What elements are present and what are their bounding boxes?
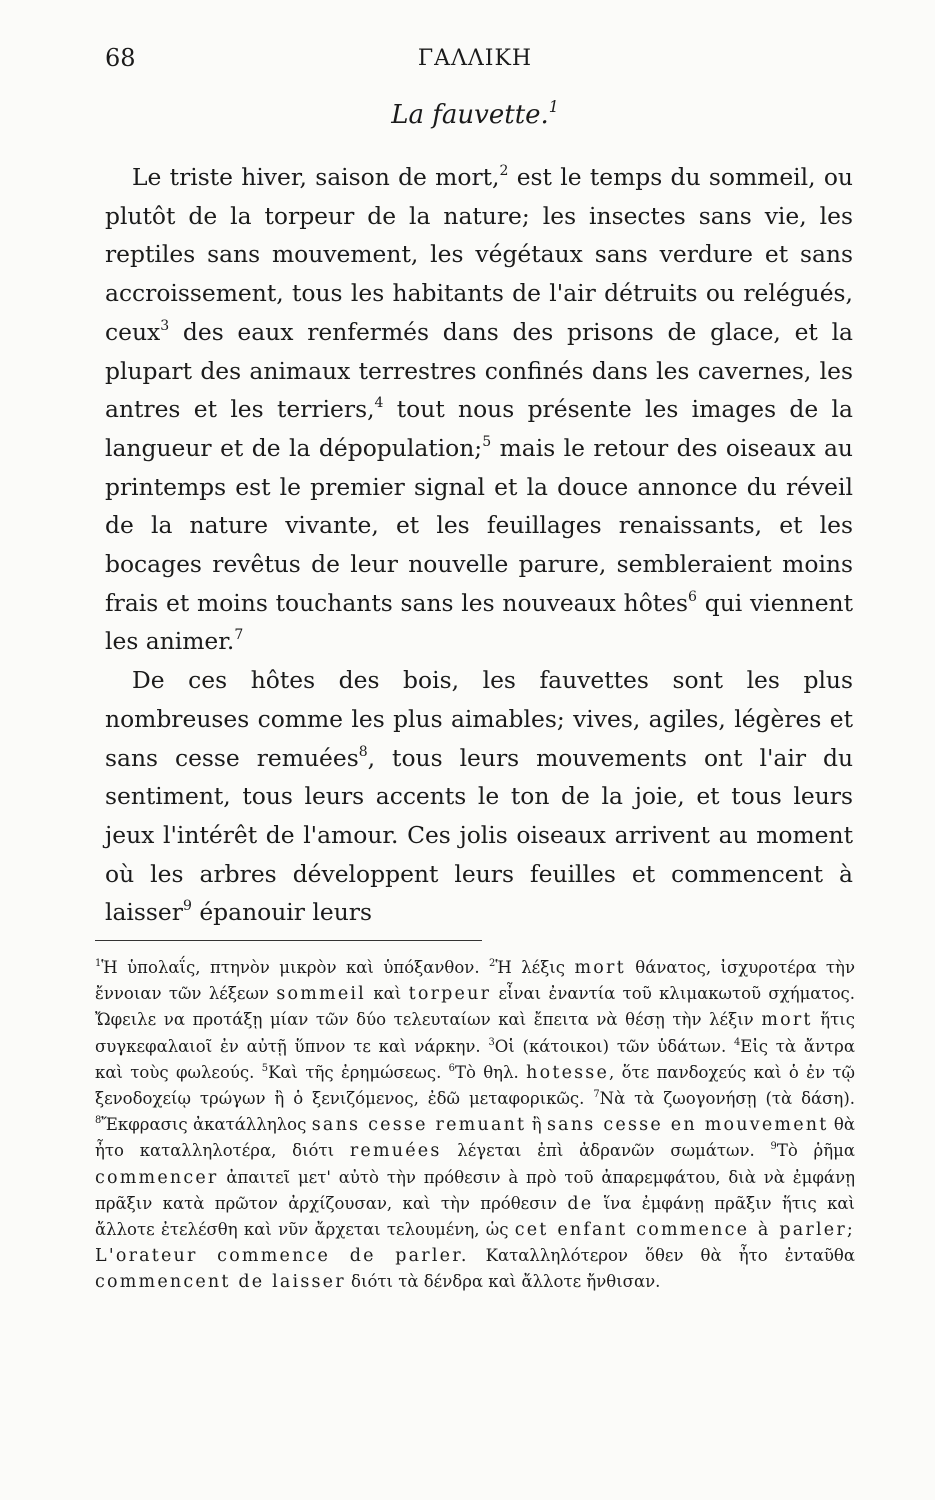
note-run: ἵνα ἐμφάνῃ πρᾶξιν ἥτις καὶ ἄλλοτε ἐτελέσθη καὶ νῦν ἄρχεται τελουμένη, ὡς bbox=[95, 1193, 855, 1240]
chapter-title-text: La fauvette. bbox=[391, 100, 549, 130]
note-run: λέγεται ἐπὶ ἀδρανῶν σωμάτων. bbox=[441, 1141, 771, 1161]
footnote-ref: 8 bbox=[358, 743, 368, 760]
footnote-ref: 7 bbox=[234, 627, 244, 644]
note-run: Ἡ λέξις bbox=[495, 958, 575, 977]
page-header bbox=[105, 44, 845, 80]
footnote-ref: 4 bbox=[374, 395, 384, 412]
footnote-ref: 3 bbox=[160, 318, 170, 334]
note-run: Ἡ ὑπολαΐς, πτηνὸν μικρὸν καὶ ὑπόξανθον. bbox=[101, 958, 490, 977]
note-run: , ὅτε πανδοχεύς καὶ ὁ ἐν τῷ ξενοδοχείῳ τρώγων ἢ ὁ ξενιζόμενος, ἐδῶ μεταφορικῶς. bbox=[95, 1062, 855, 1109]
french-term: mort bbox=[574, 958, 626, 978]
note-run: ἀπαιτεῖ μετ' αὐτὸ τὴν πρόθεσιν à πρὸ τοῦ ἀπαρεμφάτου, διὰ νὰ ἐμφάνῃ πρᾶξιν κατὰ πρῶτον ἀρχίζουσαν, καὶ τὴν πρόθεσιν bbox=[95, 1167, 855, 1213]
paragraph-2 bbox=[105, 661, 853, 932]
french-term: commencer bbox=[95, 1167, 219, 1188]
paragraph-1 bbox=[105, 158, 853, 661]
footnote-number: 7 bbox=[593, 1089, 600, 1101]
text-run: mais le retour des oiseaux au printemps est le premier signal et la douce annonce du réveil de la nature vivante, et les feuillages renaissants, et les bocages revêtus de leur nouvelle parure, sembleraient moins frais et moins touchants sans les nouveaux hôtes bbox=[105, 433, 853, 617]
note-run: διότι τὰ δένδρα καὶ ἄλλοτε ἤνθισαν. bbox=[345, 1272, 661, 1292]
footnote-ref: 5 bbox=[482, 434, 492, 451]
note-run: ἢ bbox=[526, 1115, 547, 1135]
main-text bbox=[105, 158, 853, 932]
french-term: sans cesse remuant bbox=[311, 1115, 527, 1136]
note-run: Καὶ τῆς ἐρημώσεως. bbox=[268, 1062, 449, 1082]
note-run: Τὸ ῥῆμα bbox=[776, 1141, 855, 1161]
french-term: hotesse bbox=[526, 1062, 610, 1083]
footnote-number: 2 bbox=[489, 958, 496, 970]
text-run: De ces hôtes des bois, les fauvettes sont les plus nombreuses comme les plus aimables; vives, agiles, légères et sans cesse remuées bbox=[105, 666, 853, 772]
footnotes bbox=[95, 955, 855, 1296]
footnote-ref: 1 bbox=[548, 98, 559, 117]
note-run: Τὸ θηλ. bbox=[454, 1062, 527, 1082]
note-run: Εἰς τὰ ἄντρα καὶ τοὺς φωλεούς. bbox=[95, 1036, 855, 1082]
text-run: épanouir leurs bbox=[191, 898, 372, 927]
footnote-number: 3 bbox=[488, 1036, 495, 1048]
french-term: commencent de laisser bbox=[95, 1272, 346, 1293]
page-number: 68 bbox=[105, 44, 136, 72]
footnote-number: 9 bbox=[770, 1141, 777, 1153]
text-run: tout nous présente les images de la langueur et de la dépopulation; bbox=[105, 395, 853, 462]
note-run: Οἱ (κάτοικοι) τῶν ὑδάτων. bbox=[494, 1036, 734, 1056]
note-run: Ἔκφρασις ἀκατάλληλος bbox=[101, 1115, 312, 1135]
running-title: ΓΑΛΛΙΚΗ bbox=[417, 46, 533, 71]
note-run: ἥτις συγκεφαλαιοῖ ἐν αὐτῇ ὕπνον τε καὶ νάρκην. bbox=[95, 1010, 855, 1056]
footnote-number: 4 bbox=[733, 1036, 741, 1048]
footnote-ref: 6 bbox=[688, 588, 697, 605]
french-term: sans cesse en mouvement bbox=[547, 1115, 829, 1136]
text-run: qui viennent les animer. bbox=[105, 588, 853, 656]
chapter-title bbox=[105, 100, 845, 130]
footnote-ref: 2 bbox=[499, 163, 509, 180]
french-example: cet enfant commence à parler; L'orateur commence de parler. bbox=[95, 1220, 856, 1267]
note-run: θάνατος, ἰσχυροτέρα τὴν ἔννοιαν τῶν λέξεων bbox=[95, 958, 855, 1004]
text-run: Le triste hiver, saison de mort, bbox=[132, 163, 500, 191]
text-run: est le temps du sommeil, ou plutôt de la torpeur de la nature; les insectes sans vie, les reptiles sans mouvement, les végétaux sans verdure et sans accroissement, tous les habitants de l'air détruits ou relégués, ceux bbox=[105, 163, 853, 346]
note-run: Καταλληλότερον ὅθεν θὰ ἦτο ἐνταῦθα bbox=[468, 1246, 855, 1266]
french-term: mort bbox=[761, 1010, 813, 1031]
note-run: Νὰ τὰ ζωογονήσῃ (τὰ δάση). bbox=[599, 1089, 855, 1109]
footnote-number: 5 bbox=[261, 1062, 269, 1074]
footnote-separator bbox=[95, 940, 482, 941]
note-run: θὰ ἦτο καταλληλοτέρα, διότι bbox=[95, 1115, 855, 1161]
note-run: καὶ bbox=[365, 984, 409, 1004]
text-run: , tous leurs mouvements ont l'air du sentiment, tous leurs accents le ton de la joie, et tous leurs jeux l'intérêt de l'amour. Ces jolis oiseaux arrivent au moment où les arbres développent leurs feuilles et commencent à laisser bbox=[105, 743, 854, 927]
french-term: sommeil bbox=[276, 984, 366, 1005]
footnote-ref: 9 bbox=[182, 898, 192, 915]
footnote-number: 6 bbox=[448, 1062, 455, 1074]
text-run: des eaux renfermés dans des prisons de glace, et la plupart des animaux terrestres confinés dans les cavernes, les antres et les terriers, bbox=[105, 317, 853, 424]
note-run: εἶναι ἐναντία τοῦ κλιμακωτοῦ σχήματος. Ὤφειλε να προτάξῃ μίαν τῶν δύο τελευταίων καὶ ἔπειτα νὰ θέσῃ τὴν λέξιν bbox=[95, 984, 855, 1030]
french-term: remuées bbox=[349, 1141, 442, 1162]
footnotes-text bbox=[95, 955, 855, 1296]
footnote-number: 1 bbox=[95, 958, 102, 970]
french-term: de bbox=[567, 1193, 594, 1214]
french-term: torpeur bbox=[408, 984, 492, 1005]
footnote-number: 8 bbox=[95, 1115, 102, 1127]
